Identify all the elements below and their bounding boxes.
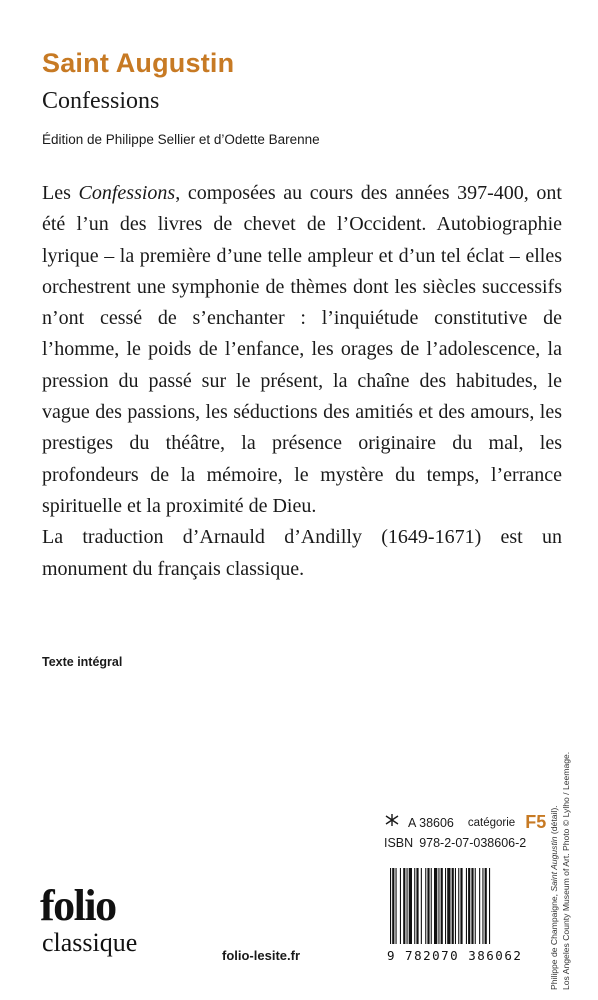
- blurb-body: , composées au cours des années 397-400, ont été l’un des livres de chevet de l’Occident. Autobiographie lyrique – la première d’une telle ampleur et d’un tel éclat – elles orchestrent une symphonie de thèmes dont les siècles successifs n’ont cessé de s’enchanter : l’inquiétude constitutive de l’homme, le poids de l’enfance, les orages de l’adolescence, la pression du passé sur le présent, la chaîne des habitudes, le vague des passions, les séductions des amitiés et des amours, les prestiges du théâtre, la présence originaire du mal, les profondeurs de la mémoire, le mystère du temps, l’errance spirituelle et la proximité de Dieu.: [42, 182, 562, 517]
- isbn-label: ISBN: [384, 836, 414, 850]
- website-link[interactable]: folio-lesite.fr: [222, 948, 301, 963]
- category-label: catégorie: [467, 816, 516, 829]
- product-code: A 38606: [408, 815, 454, 830]
- blurb-paragraph-2: La traduction d’Arnauld d’Andilly (1649-1671) est un monument du français classique.: [42, 526, 562, 580]
- credits-line-2: Los Angeles County Museum of Art. Photo © Lylho / Leemage.: [561, 751, 571, 990]
- credits-line-1: Philippe de Champaigne, Saint Augustin (détail).: [549, 805, 559, 990]
- author-name: Saint Augustin: [42, 48, 235, 78]
- back-cover-blurb: [42, 178, 562, 585]
- isbn-row: [384, 836, 526, 850]
- publisher-emblem-icon: [384, 813, 400, 832]
- classique-logo: classique: [42, 928, 138, 957]
- barcode: [388, 868, 538, 948]
- blurb-paragraph-1: [42, 178, 562, 522]
- category-value: F5: [525, 812, 547, 832]
- product-code-row: [384, 812, 546, 833]
- book-title: Confessions: [42, 88, 160, 114]
- folio-logo: folio: [40, 881, 116, 930]
- isbn-value: 978-2-07-038606-2: [419, 836, 527, 850]
- image-credits: [548, 690, 588, 990]
- blurb-intro: Les: [42, 182, 79, 204]
- blurb-italic-title: Confessions: [78, 182, 176, 204]
- edition-credit: Édition de Philippe Sellier et d’Odette Barenne: [42, 132, 320, 147]
- barcode-digits: 9 782070 386062: [387, 948, 523, 963]
- texte-integral-label: Texte intégral: [42, 655, 123, 669]
